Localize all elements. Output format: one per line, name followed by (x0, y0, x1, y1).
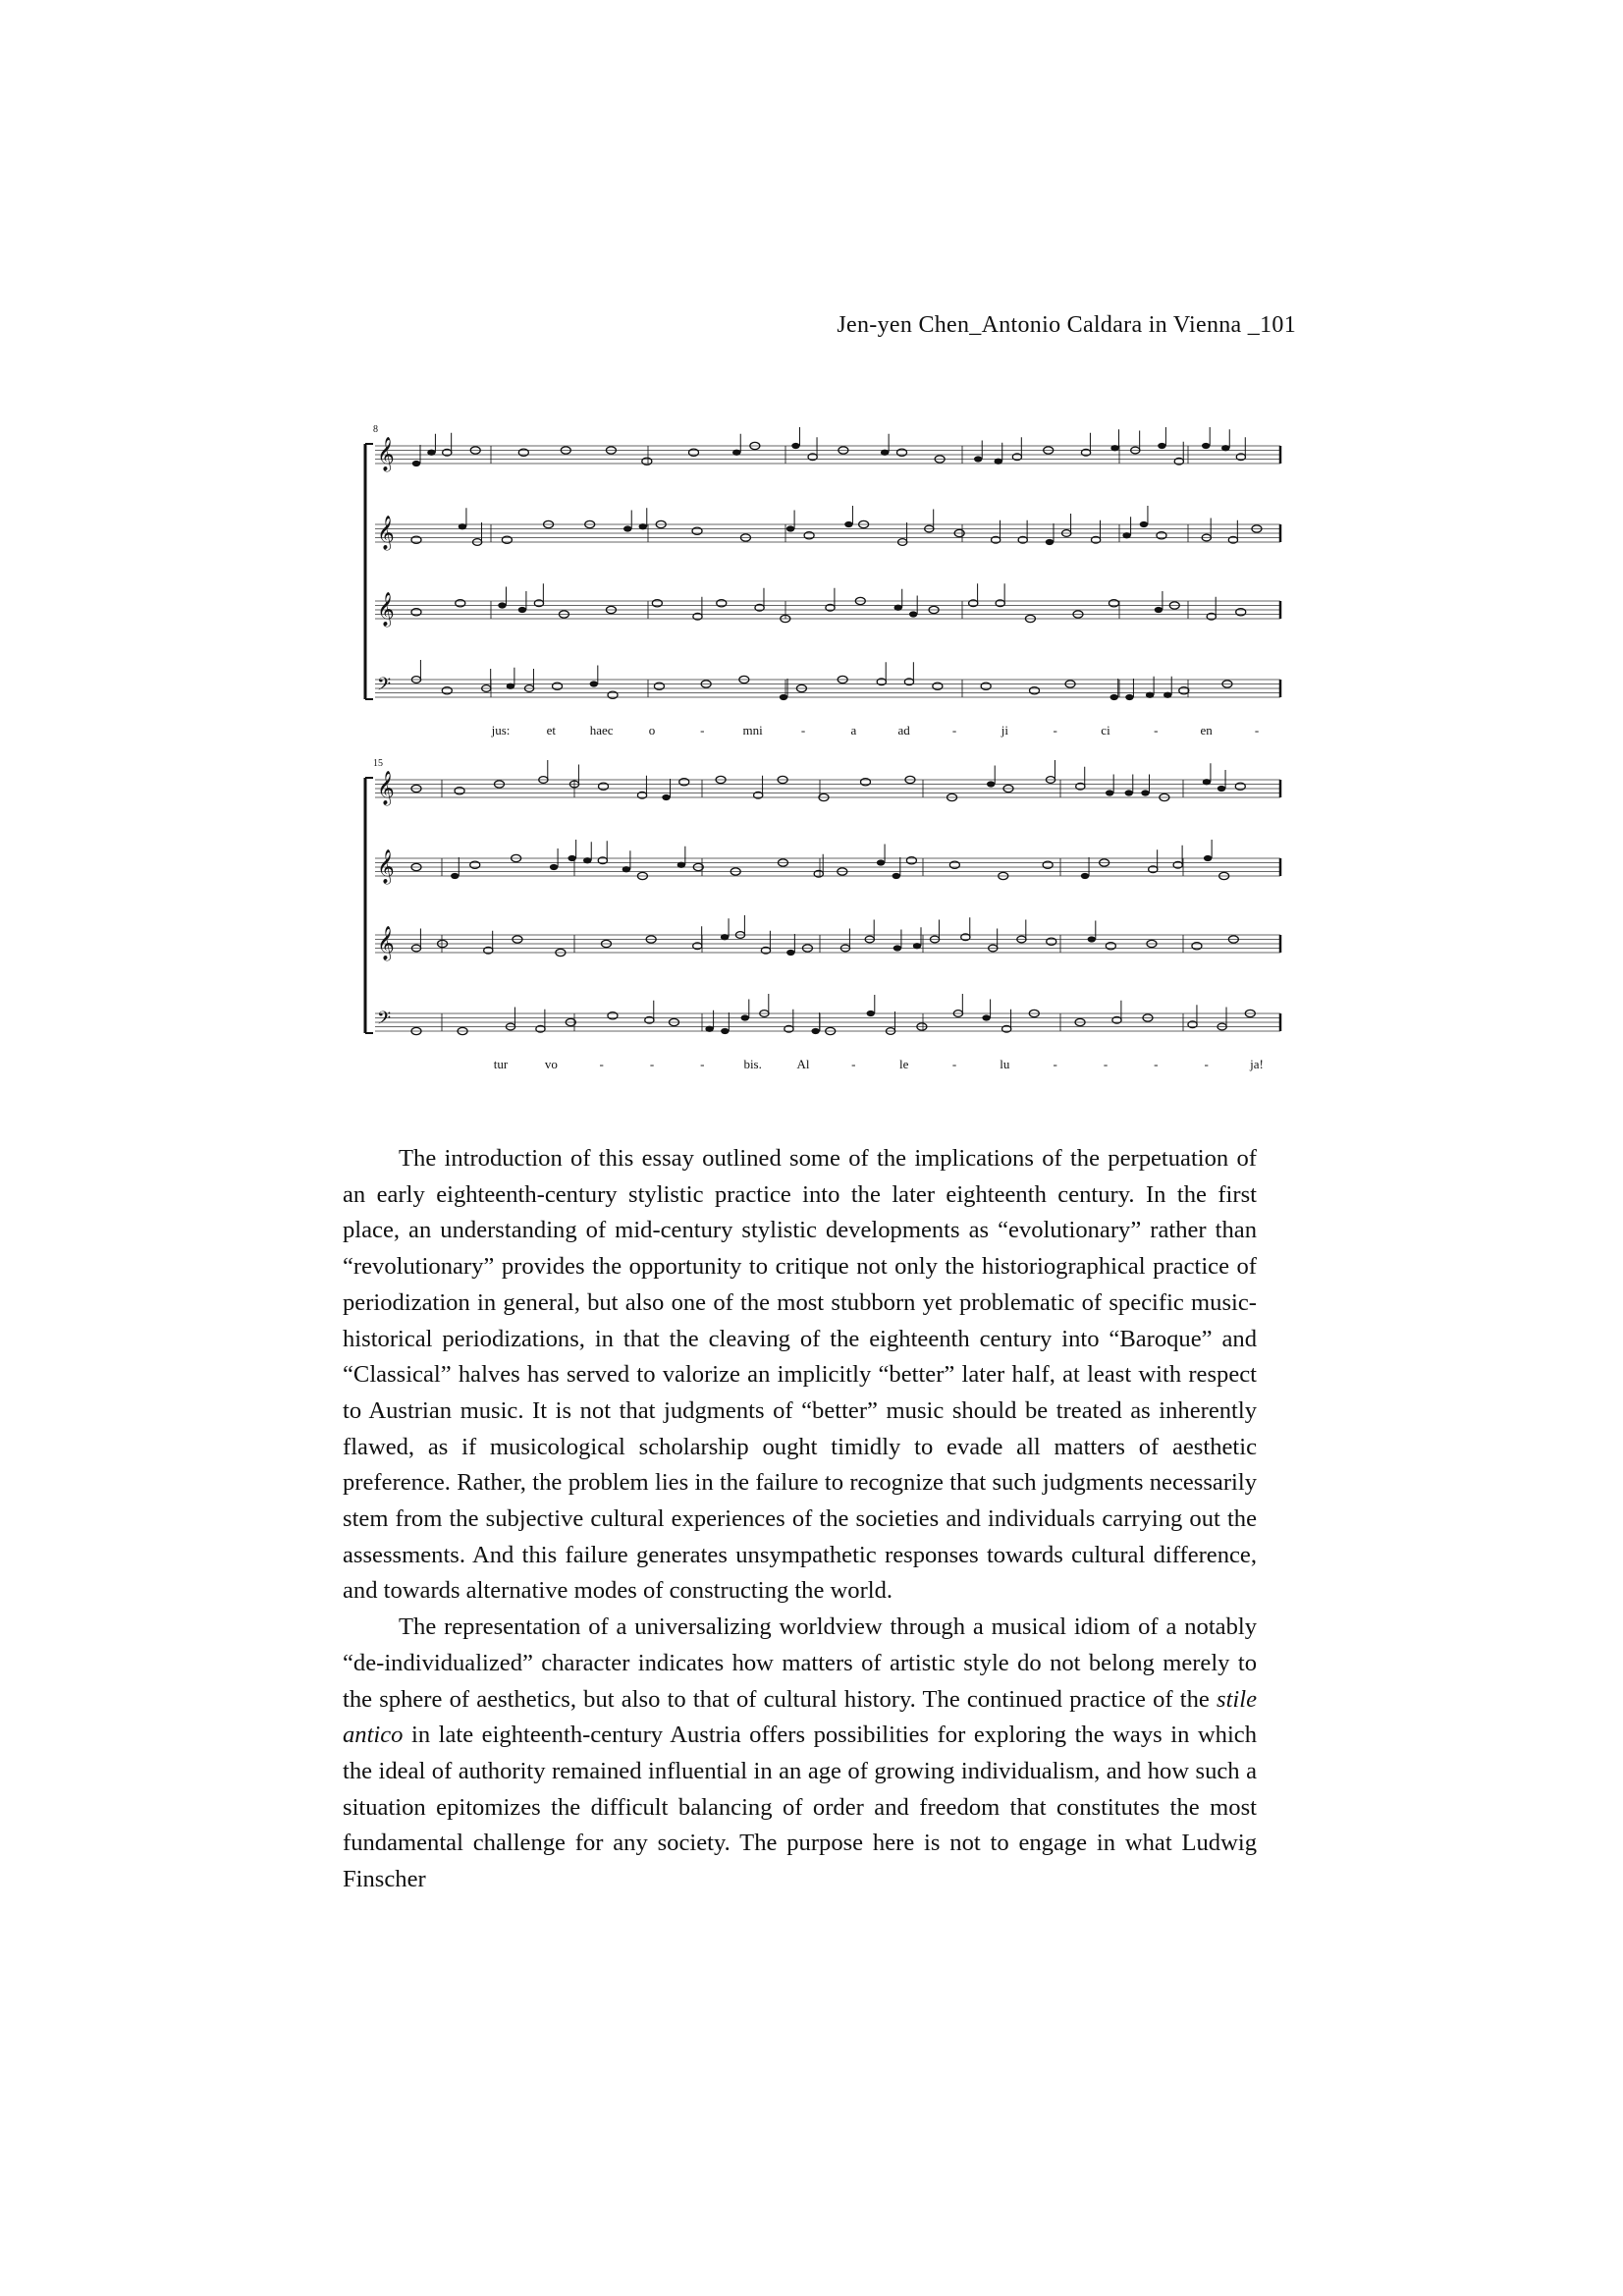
lyric-syllable: - (1204, 1057, 1209, 1071)
score-system-2 (353, 756, 1286, 1080)
lyric-syllable: - (1154, 1057, 1159, 1071)
lyric-syllable: tur (493, 1057, 509, 1071)
lyric-syllable: a (850, 723, 857, 738)
score-staves (353, 422, 1286, 737)
lyric-syllable: - (599, 1057, 604, 1071)
paragraph-1: The introduction of this essay outlined some of the implications of the perpetuation of an early eighteenth-century stylistic practice into the later eighteenth century. In the first place, an understanding of mid-century stylistic developments as “evolutionary” rather than “revolutionary” provides the opportunity to critique not only the historiographical practice of periodization in general, but also one of the most stubborn yet problematic of specific music-historical periodizations, in that the cleaving of the eighteenth century into “Baroque” and “Classical” halves has served to valorize an implicitly “better” later half, at least with respect to Austrian music. It is not that judgments of “better” music should be treated as inherently flawed, as if musicological scholarship ought timidly to evade all matters of aesthetic preference. Rather, the problem lies in the failure to recognize that such judgments necessarily stem from the subjective cultural experiences of the societies and individuals carrying out the assessments. And this failure generates unsympathetic responses towards cultural difference, and towards alternative modes of constructing the world. (343, 1145, 1257, 1605)
treble-clef-icon: 𝄞 (377, 926, 395, 960)
bass-clef-icon: 𝄢 (377, 1009, 392, 1033)
paragraph-2-part-a: The representation of a universalizing worldview through a musical idiom of a notably “de-individualized” character indicates how matters of artistic style do not belong merely to the sphere of aesthetics, but also to that of cultural history. The continued practice of the (343, 1613, 1257, 1713)
italic-term-stile-antico: stile antico (343, 1685, 1257, 1749)
lyric-syllable: lu (1000, 1057, 1010, 1071)
lyric-syllable: et (546, 723, 557, 738)
treble-clef-icon: 𝄞 (377, 771, 395, 805)
lyric-syllable: ja! (1250, 1057, 1264, 1071)
lyric-syllable: - (1053, 723, 1057, 738)
lyric-syllable: ji (1001, 723, 1008, 738)
lyric-syllable: mni (742, 723, 763, 738)
lyric-syllable: ad (897, 723, 910, 738)
lyric-syllable: - (1103, 1057, 1109, 1071)
lyric-syllable: - (649, 1057, 655, 1071)
lyric-syllable: le (898, 1057, 909, 1071)
lyric-syllable: en (1200, 723, 1213, 738)
bass-clef-icon: 𝄢 (377, 675, 392, 699)
lyric-syllable: - (1254, 723, 1260, 738)
lyric-syllable: vo (544, 1057, 558, 1071)
score-system-1 (353, 422, 1286, 746)
lyric-syllable: o (648, 723, 656, 738)
lyric-syllable: - (851, 1057, 856, 1071)
staff-1 (375, 427, 1280, 472)
lyric-syllable: - (1154, 723, 1159, 738)
body-text (343, 1141, 1257, 1898)
measure-number: 15 (373, 758, 383, 769)
lyric-syllable: bis. (743, 1057, 762, 1071)
treble-clef-icon: 𝄞 (377, 592, 395, 627)
staff-3 (375, 583, 1280, 628)
treble-clef-icon: 𝄞 (377, 849, 395, 884)
lyric-syllable: Al (796, 1057, 810, 1071)
measure-number: 8 (373, 424, 378, 435)
score-staves (353, 756, 1286, 1070)
paragraph-2-part-b: in late eighteenth-century Austria offers possibilities for exploring the ways in which the ideal of authority remained influential in an age of growing individualism, and how such a situation epitomizes the difficult balancing of order and freedom that constitutes the most fundamental challenge for any society. The purpose here is not to engage in what Ludwig Finscher (343, 1722, 1257, 1893)
staff-1 (375, 760, 1280, 806)
staff-2 (375, 506, 1280, 551)
lyric-syllable: jus: (491, 723, 511, 738)
running-head: Jen-yen Chen_Antonio Caldara in Vienna _101 (837, 312, 1296, 338)
lyric-syllable: - (800, 723, 806, 738)
treble-clef-icon: 𝄞 (377, 516, 395, 550)
lyric-syllable: ci (1101, 723, 1110, 738)
staff-2 (375, 840, 1280, 885)
lyric-syllable: - (700, 723, 705, 738)
lyric-syllable: - (951, 1057, 957, 1071)
staff-3 (375, 915, 1280, 961)
staff-4 (375, 660, 1280, 700)
lyrics-row (353, 1057, 1286, 1076)
lyric-syllable: - (951, 723, 957, 738)
lyric-syllable: - (700, 1057, 705, 1071)
lyrics-row (353, 723, 1286, 742)
paragraph-2 (343, 1610, 1257, 1898)
staff-4 (375, 994, 1280, 1035)
lyric-syllable: - (1053, 1057, 1057, 1071)
lyric-syllable: haec (589, 723, 614, 738)
treble-clef-icon: 𝄞 (377, 437, 395, 471)
